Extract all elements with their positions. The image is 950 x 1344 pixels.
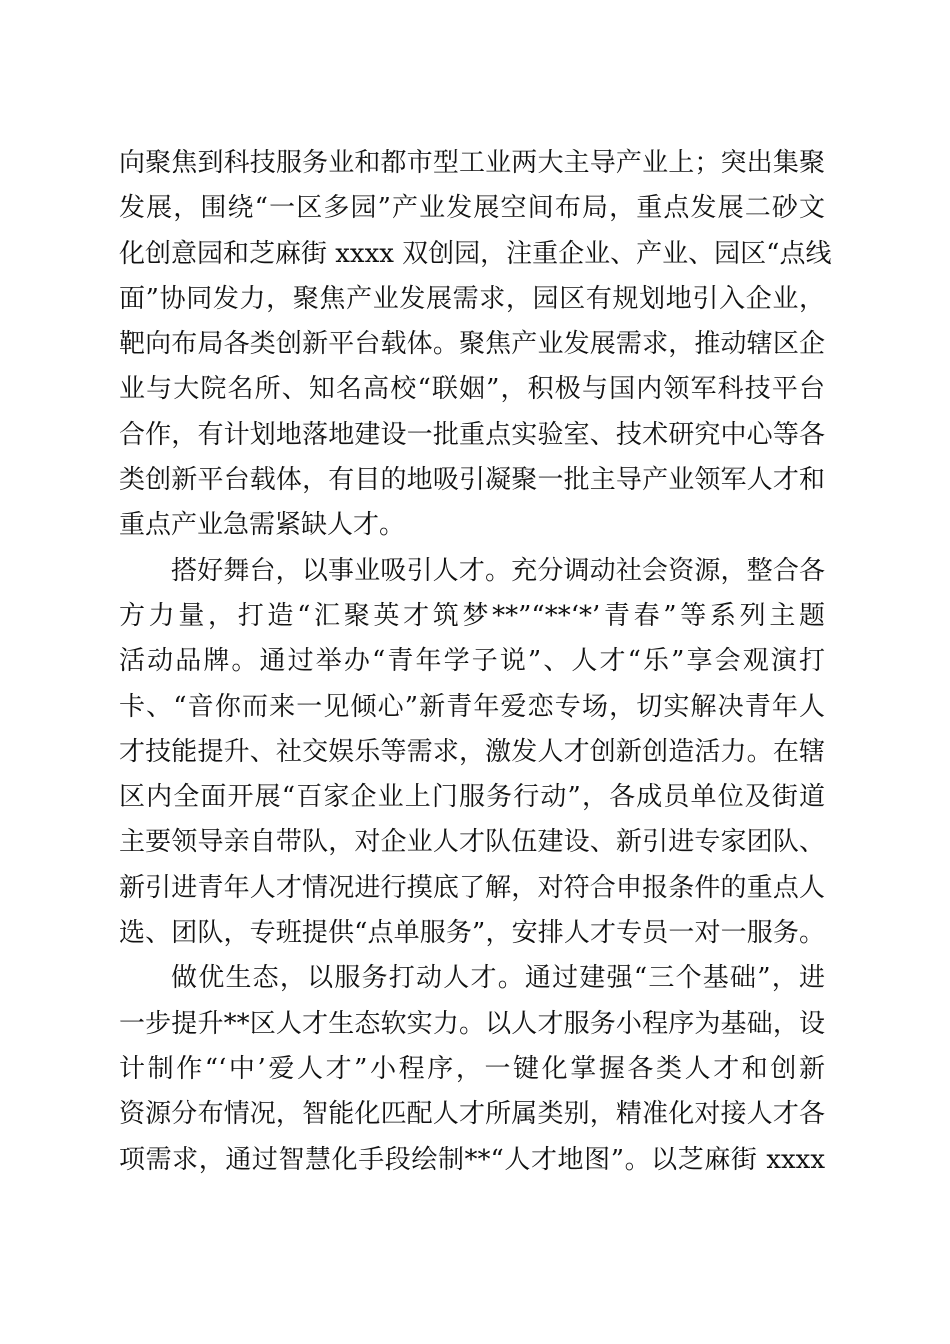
text-line: 项需求，通过智慧化手段绘制**“人才地图”。以芝麻街 xxxx (119, 1144, 825, 1175)
text-line: 重点产业急需紧缺人才。 (119, 510, 406, 541)
paragraph-first-line: 做优生态，以服务打动人才。通过建强“三个基础”，进 (171, 963, 825, 994)
text-line: 区内全面开展“百家企业上门服务行动”，各成员单位及街道 (119, 782, 825, 813)
text-line: 活动品牌。通过举办“青年学子说”、人才“乐”享会观演打 (119, 646, 825, 677)
text-line: 化创意园和芝麻街 xxxx 双创园，注重企业、产业、园区“点线 (119, 238, 832, 269)
text-line: 业与大院名所、知名高校“联姻”，积极与国内领军科技平台 (119, 374, 825, 405)
text-line: 资源分布情况，智能化匹配人才所属类别，精准化对接人才各 (119, 1099, 825, 1130)
text-line: 发展，围绕“一区多园”产业发展空间布局，重点发展二砂文 (119, 193, 825, 224)
document-body (119, 141, 832, 1183)
text-line: 新引进青年人才情况进行摸底了解，对符合申报条件的重点人 (119, 872, 825, 903)
text-line: 卡、“音你而来一见倾心”新青年爱恋专场，切实解决青年人 (119, 691, 825, 722)
text-line: 主要领导亲自带队，对企业人才队伍建设、新引进专家团队、 (119, 827, 825, 858)
text-line: 面”协同发力，聚焦产业发展需求，园区有规划地引入企业， (119, 283, 825, 314)
text-line: 靶向布局各类创新平台载体。聚焦产业发展需求，推动辖区企 (119, 329, 825, 360)
text-line: 计制作“‘中’爱人才”小程序，一键化掌握各类人才和创新 (119, 1053, 825, 1084)
text-line: 类创新平台载体，有目的地吸引凝聚一批主导产业领军人才和 (119, 465, 825, 496)
text-line: 才技能提升、社交娱乐等需求，激发人才创新创造活力。在辖 (119, 736, 825, 767)
text-line: 方力量，打造“汇聚英才筑梦**”“**‘*’青春”等系列主题 (119, 600, 825, 631)
text-line: 向聚焦到科技服务业和都市型工业两大主导产业上；突出集聚 (119, 148, 825, 178)
paragraph-first-line: 搭好舞台，以事业吸引人才。充分调动社会资源，整合各 (171, 555, 825, 586)
text-line: 合作，有计划地落地建设一批重点实验室、技术研究中心等各 (119, 419, 825, 450)
text-line: 选、团队，专班提供“点单服务”，安排人才专员一对一服务。 (119, 918, 825, 949)
text-line: 一步提升**区人才生态软实力。以人才服务小程序为基础，设 (119, 1008, 825, 1039)
